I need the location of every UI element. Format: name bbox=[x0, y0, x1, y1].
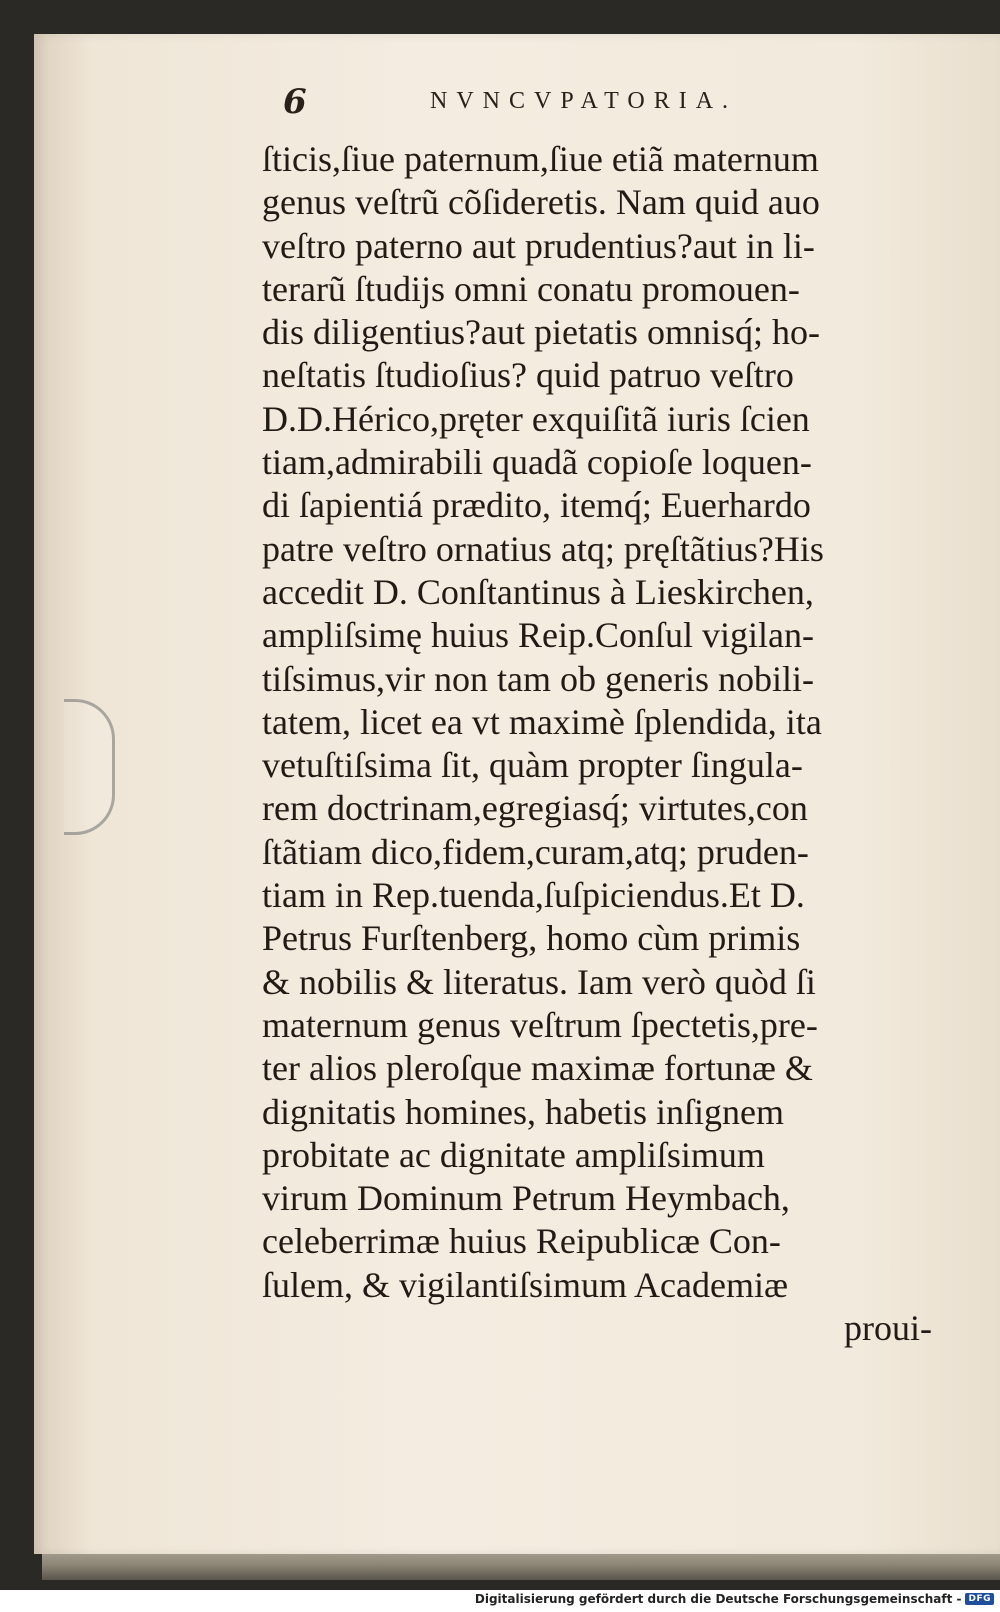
text-line: rem doctrinam,egregiasq́; virtutes,con bbox=[262, 788, 808, 829]
text-line: patre veſtro ornatius atq; pręſtãtius?His bbox=[262, 528, 824, 569]
page-number: 6 bbox=[283, 82, 307, 122]
text-line: dignitatis homines, habetis inſignem bbox=[262, 1091, 784, 1132]
text-line: D.D.Hérico,pręter exquiſitã iuris ſcien bbox=[262, 398, 810, 439]
text-line: tatem, licet ea vt maximè ſplendida, ita bbox=[262, 701, 822, 742]
text-line: Petrus Furſtenberg, homo cùm primis bbox=[262, 918, 801, 959]
text-line: genus veſtrũ cõſideretis. Nam quid auo bbox=[262, 182, 820, 223]
text-line: neſtatis ſtudioſius? quid patruo veſtro bbox=[262, 355, 794, 396]
text-line: tiam,admirabili quadã copioſe loquen- bbox=[262, 442, 812, 483]
text-line: celeberrimæ huius Reipublicæ Con- bbox=[262, 1221, 781, 1262]
text-line: ſulem, & vigilantiſsimum Academiæ bbox=[262, 1264, 788, 1305]
credit-text: Digitalisierung gefördert durch die Deutsche Forschungsgemeinschaft - bbox=[474, 1592, 962, 1606]
text-line: ſticis,ſiue paternum,ſiue etiã maternum bbox=[262, 139, 819, 179]
catchword: proui- bbox=[844, 1308, 932, 1349]
text-line: probitate ac dignitate ampliſsimum bbox=[262, 1134, 765, 1175]
text-line: dis diligentius?aut pietatis omnisq́; ho- bbox=[262, 312, 820, 353]
page-clip-icon bbox=[64, 699, 115, 835]
text-line: & nobilis & literatus. Iam verò quòd ſi bbox=[262, 961, 816, 1002]
text-line: virum Dominum Petrum Heymbach, bbox=[262, 1178, 790, 1219]
text-line: terarũ ſtudijs omni conatu promouen- bbox=[262, 268, 800, 309]
text-line: ter alios pleroſque maximæ fortunæ & bbox=[262, 1048, 813, 1089]
text-line: accedit D. Conſtantinus à Lieskirchen, bbox=[262, 571, 814, 612]
show-through-marginalia bbox=[144, 174, 259, 514]
dfg-logo-icon: DFG bbox=[965, 1593, 994, 1605]
text-line: ampliſsimę huius Reip.Conſul vigilan- bbox=[262, 615, 814, 656]
text-line: tiſsimus,vir non tam ob generis nobili- bbox=[262, 658, 814, 699]
text-line: vetuſtiſsima ſit, quàm propter ſingula- bbox=[262, 745, 803, 786]
text-line: maternum genus veſtrum ſpectetis,pre- bbox=[262, 1004, 818, 1045]
body-text bbox=[262, 138, 932, 1350]
text-line: veſtro paterno aut prudentius?aut in li- bbox=[262, 225, 815, 266]
running-title: NVNCVPATORIA. bbox=[430, 88, 738, 114]
digitization-credit bbox=[475, 1590, 994, 1608]
text-line: tiam in Rep.tuenda,ſuſpiciendus.Et D. bbox=[262, 875, 805, 916]
running-head bbox=[275, 82, 975, 122]
text-line: ſtãtiam dico,fidem,curam,atq; pruden- bbox=[262, 831, 809, 872]
text-line: di ſapientiá prædito, itemq́; Euerhardo bbox=[262, 485, 811, 526]
